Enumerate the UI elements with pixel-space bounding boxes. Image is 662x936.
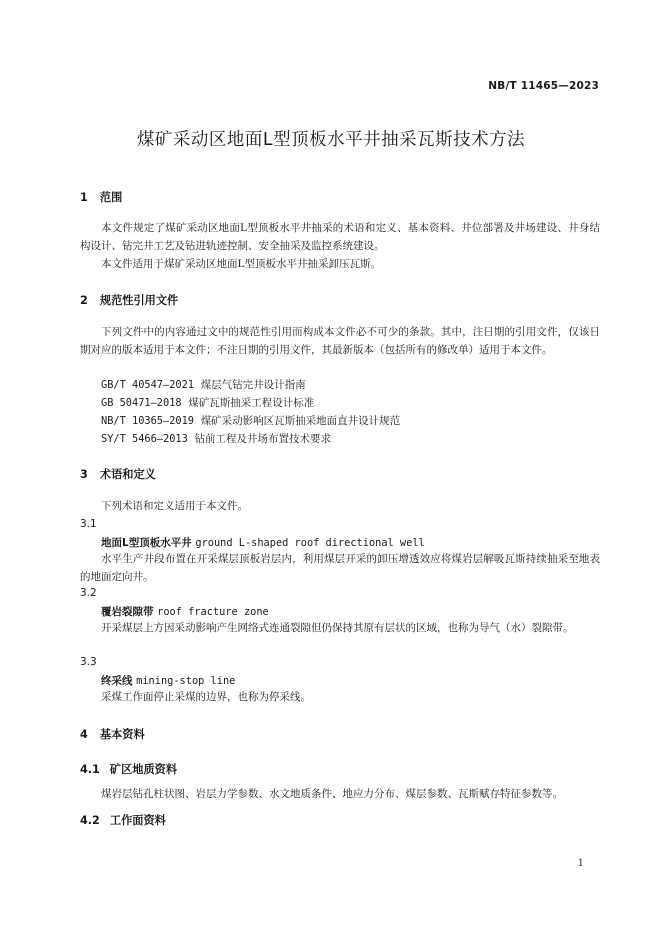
- section-title: 术语和定义: [99, 468, 156, 481]
- term-number: 3.3: [80, 656, 97, 668]
- normative-reference: [101, 413, 400, 428]
- reference-title: 钻前工程及井场布置技术要求: [194, 433, 331, 445]
- term-name-en: roof fracture zone: [157, 606, 269, 618]
- term-name-en: mining-stop line: [136, 675, 236, 687]
- term-number: 3.1: [80, 518, 97, 530]
- section-4-heading: [80, 726, 145, 742]
- reference-code: GB/T 40547—2021: [101, 379, 194, 391]
- term-definition: 水平生产井段布置在开采煤层顶板岩层内，利用煤层开采的卸压增透效应将煤岩层解吸瓦斯持续抽采至地表的地面定向井。: [80, 553, 600, 583]
- reference-title: 煤矿瓦斯抽采工程设计标准: [188, 397, 315, 409]
- reference-title: 煤矿采动影响区瓦斯抽采地面直井设计规范: [200, 415, 401, 427]
- term-number: 3.2: [80, 587, 97, 599]
- section-3-heading: [80, 466, 156, 482]
- term-name: [101, 604, 269, 619]
- reference-code: GB 50471—2018: [101, 397, 182, 409]
- term-name: [101, 673, 235, 688]
- standard-number: NB/T 11465—2023: [488, 80, 599, 92]
- reference-code: SY/T 5466—2013: [101, 433, 188, 445]
- term-definition: 采煤工作面停止采煤的边界，也称为停采线。: [101, 691, 311, 703]
- section-1-paragraph-2: 本文件适用于煤矿采动区地面L型顶板水平井抽采卸压瓦斯。: [101, 258, 381, 270]
- section-number: 3: [80, 468, 88, 481]
- section-3-intro: 下列术语和定义适用于本文件。: [101, 500, 248, 512]
- section-number: 4.2: [80, 814, 100, 827]
- section-2-heading: [80, 292, 178, 308]
- section-4-1-paragraph: 煤岩层钻孔柱状图、岩层力学参数、水文地质条件、地应力分布、煤层参数、瓦斯赋存特征参数等。: [101, 788, 563, 800]
- normative-reference: [101, 431, 331, 446]
- section-title: 工作面资料: [109, 814, 166, 827]
- term-definition: 开采煤层上方因采动影响产生网络式连通裂隙但仍保持其原有层状的区域，也称为导气（水）裂隙带。: [101, 622, 574, 634]
- section-number: 4.1: [80, 763, 100, 776]
- term-name-zh: 地面L型顶板水平井: [101, 537, 192, 549]
- section-number: 2: [80, 294, 88, 307]
- section-4-1-heading: [80, 761, 177, 777]
- document-title: 煤矿采动区地面L型顶板水平井抽采瓦斯技术方法: [136, 130, 526, 150]
- section-title: 范围: [99, 191, 123, 204]
- term-name-zh: 终采线: [101, 675, 133, 687]
- section-number: 1: [80, 191, 88, 204]
- section-title: 规范性引用文件: [99, 294, 179, 307]
- section-number: 4: [80, 728, 88, 741]
- term-name-zh: 覆岩裂隙带: [101, 606, 154, 618]
- term-name-en: ground L-shaped roof directional well: [195, 537, 425, 549]
- section-title: 矿区地质资料: [109, 763, 178, 776]
- reference-code: NB/T 10365—2019: [101, 415, 194, 427]
- term-name: [101, 535, 425, 550]
- section-title: 基本资料: [99, 728, 145, 741]
- section-1-paragraph-1: 本文件规定了煤矿采动区地面L型顶板水平井抽采的术语和定义、基本资料、井位部署及井场建设、井身结构设计、钻完井工艺及钻进轨迹控制、安全抽采及监控系统建设。: [80, 222, 600, 252]
- page-number: 1: [577, 858, 584, 869]
- normative-reference: [101, 395, 314, 410]
- section-4-2-heading: [80, 812, 166, 828]
- reference-title: 煤层气钻完井设计指南: [200, 379, 306, 391]
- section-2-paragraph-1: 下列文件中的内容通过文中的规范性引用而构成本文件必不可少的条款。其中，注日期的引用文件，仅该日期对应的版本适用于本文件；不注日期的引用文件，其最新版本（包括所有的修改单）适用于本文件。: [80, 326, 600, 356]
- section-1-heading: [80, 189, 122, 205]
- normative-reference: [101, 377, 306, 392]
